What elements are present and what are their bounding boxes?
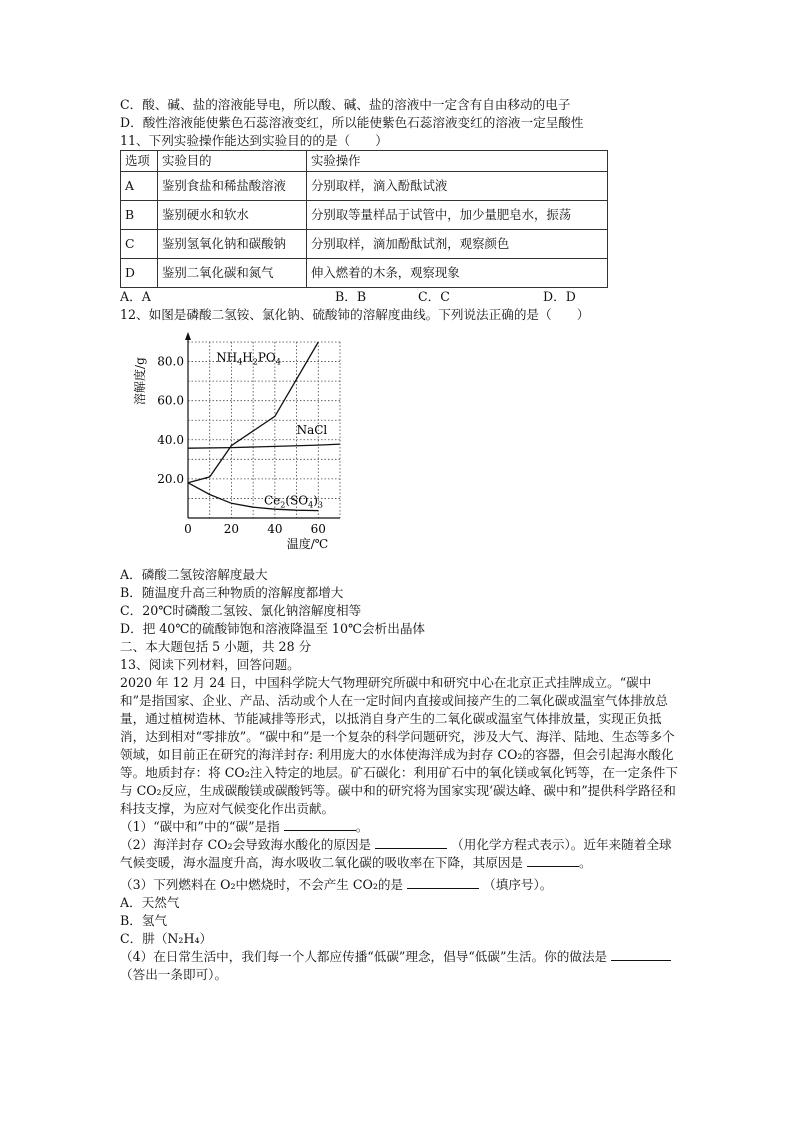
choice-b[interactable]: B．B (335, 289, 367, 304)
x-axis-label: 温度/℃ (286, 537, 329, 551)
choice-d[interactable]: D．D (543, 289, 576, 304)
row-goal: 鉴别氢氧化钠和碳酸钠 (158, 230, 307, 259)
q11-answer-choices (120, 288, 580, 306)
table-row (121, 259, 608, 288)
series-line-1 (188, 444, 340, 448)
q13-part-4 (120, 948, 680, 984)
table-header-row (121, 151, 608, 172)
table-row (121, 201, 608, 230)
x-tick-label: 0 (184, 522, 192, 536)
q2-end: 。 (579, 855, 592, 870)
q13-stem: 13、阅读下列材料，回答问题。 (120, 657, 300, 672)
q3-text: （3）下列燃料在 O₂中燃烧时，不会产生 CO₂的是 (120, 877, 404, 892)
q10-option-c: C．酸、碱、盐的溶液能导电，所以酸、碱、盐的溶液中一定含有自由移动的电子 (120, 97, 571, 112)
q1-end: 。 (355, 819, 369, 834)
q4-text: （4）在日常生活中，我们每一个人都应传播“低碳”理念，倡导“低碳”生活。你的做法是 (120, 949, 608, 964)
header-option: 选项 (121, 151, 158, 172)
series-label-2: $Ce_2(SO_4)_3$ (264, 493, 324, 510)
q12-option-b: B．随温度升高三种物质的溶解度都增大 (120, 585, 344, 600)
q3-option-b: B．氢气 (120, 913, 168, 928)
y-axis-label: 溶解度/g (133, 357, 147, 405)
q12-option-d: D．把 40℃的硫酸铈饱和溶液降温至 10℃会析出晶体 (120, 621, 426, 636)
q4-end: （答出一条即可）。 (120, 967, 228, 982)
y-tick-label: 20.0 (157, 471, 184, 486)
q11-stem: 11、下列实验操作能达到实验目的的是（ ） (120, 133, 388, 148)
header-goal: 实验目的 (158, 151, 307, 172)
row-operation: 分别取样，滴加酚酞试剂，观察颜色 (307, 230, 608, 259)
table-row (121, 230, 608, 259)
section-title: 二、本大题包括 5 小题，共 28 分 (120, 639, 312, 654)
choice-a[interactable]: A．A (120, 289, 151, 304)
row-option: A (121, 172, 158, 201)
y-tick-label: 80.0 (157, 354, 184, 369)
x-tick-label: 60 (310, 522, 326, 536)
q2-text-a: （2）海洋封存 CO₂会导致海水酸化的原因是 (120, 837, 372, 852)
q10-option-d: D．酸性溶液能使紫色石蕊溶液变红，所以能使紫色石蕊溶液变红的溶液一定呈酸性 (120, 115, 584, 130)
q3-option-c: C．肼（N₂H₄） (120, 931, 213, 946)
y-tick-label: 40.0 (157, 432, 184, 447)
q12-option-a: A．磷酸二氢铵溶解度最大 (120, 567, 268, 582)
q11-table (120, 150, 608, 288)
q3-end: （填序号）。 (483, 877, 553, 892)
row-operation: 分别取等量样品于试管中，加少量肥皂水，振荡 (307, 201, 608, 230)
row-option: B (121, 201, 158, 230)
row-goal: 鉴别二氧化碳和氮气 (158, 259, 307, 288)
q12-option-c: C．20℃时磷酸二氢铵、氯化钠溶解度相等 (120, 603, 362, 618)
x-tick-label: 40 (267, 522, 283, 536)
choice-c[interactable]: C．C (418, 289, 450, 304)
solubility-chart (120, 326, 380, 566)
q2-text-b: （用化学方程式表示）。近年来随着全球气候变暖，海水温度升高，海水吸收二氧化碳的吸收率在下降，其原因是 (120, 837, 672, 870)
series-label-0: $NH_4H_2PO_4$ (216, 350, 281, 367)
y-tick-label: 60.0 (157, 393, 184, 408)
q1-text: （1）“碳中和”中的“碳”是指 (120, 819, 280, 834)
q13-part-2 (120, 836, 680, 872)
series-label-1: NaCl (296, 422, 328, 437)
q2-reason-blank[interactable] (527, 854, 579, 867)
q13-part-1 (120, 818, 680, 836)
q3-answer-blank[interactable] (407, 876, 479, 889)
row-operation: 伸入燃着的木条，观察现象 (307, 259, 608, 288)
table-row (121, 172, 608, 201)
q3-option-a: A．天然气 (120, 895, 180, 910)
row-operation: 分别取样，滴入酚酞试液 (307, 172, 608, 201)
row-option: D (121, 259, 158, 288)
q1-answer-blank[interactable] (284, 818, 356, 831)
x-tick-label: 20 (223, 522, 240, 536)
q2-equation-blank[interactable] (375, 836, 447, 849)
y-axis-arrow (185, 332, 191, 340)
q13-passage: 2020 年 12 月 24 日，中国科学院大气物理研究所碳中和研究中心在北京正式挂牌成立。“碳中和”是指国家、企业、产品、活动或个人在一定时间内直接或间接产生的二氧化碳或温室气体排放总量，通过植树造林、节能减排等形式，以抵消自身产生的二氧化碳或温室气体排放量，实现正负抵消，达到相对“零排放”。“碳中和”是一个复杂的科学问题研究，涉及大气、海洋、陆地、生态等多个领域，如目前正在研究的海洋封存: 利用庞大的水体使海洋成为封存 CO₂的容器，但会引起海水酸化等。地质封存：将 CO₂注入特定的地层。矿石碳化：利用矿石中的氧化镁或氧化钙等，在一定条件下与 CO₂反应，生成碳酸镁或碳酸钙等。碳中和的研究将为国家实现‘碳达峰、碳中和”提供科学路径和科技支撑，为应对气候变化作出贡献。 (120, 675, 678, 816)
solubility-chart-svg (120, 326, 380, 566)
q12-stem: 12、如图是磷酸二氢铵、氯化钠、硫酸铈的溶解度曲线。下列说法正确的是（ ） (120, 307, 590, 322)
row-goal: 鉴别食盐和稀盐酸溶液 (158, 172, 307, 201)
row-option: C (121, 230, 158, 259)
q13-part-3 (120, 876, 680, 894)
exam-page (120, 96, 680, 984)
q4-answer-blank[interactable] (611, 948, 671, 961)
row-goal: 鉴别硬水和软水 (158, 201, 307, 230)
header-operation: 实验操作 (307, 151, 608, 172)
